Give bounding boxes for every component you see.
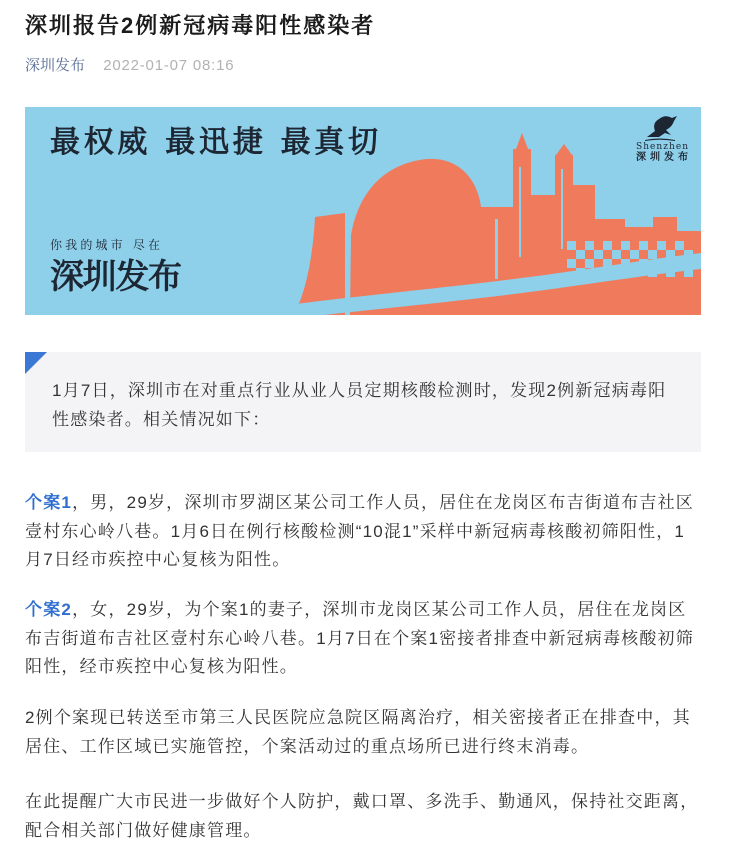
checker-square xyxy=(585,259,594,268)
checker-square xyxy=(639,241,648,250)
checker-square xyxy=(594,250,603,259)
checker-square xyxy=(621,241,630,250)
logo-cn-text: 深圳发布 xyxy=(636,152,688,163)
checker-square xyxy=(657,241,666,250)
case-paragraph-2 xyxy=(25,596,701,682)
case-text: ，女，29岁，为个案1的妻子，深圳市龙岗区某公司工作人员，居住在龙岗区布吉街道布吉社区壹村东心岭八巷。1月7日在个案1密接者排查中新冠病毒核酸初筛阳性，经市疾控中心复核为阳性。 xyxy=(25,600,694,676)
case-paragraph-1 xyxy=(25,489,701,575)
checker-square xyxy=(612,250,621,259)
banner-image xyxy=(25,107,701,315)
banner-tagline: 你我的城市 尽在 xyxy=(50,238,160,252)
checker-square xyxy=(585,241,594,250)
article-title: 深圳报告2例新冠病毒阳性感染者 xyxy=(25,13,376,38)
checker-square xyxy=(567,241,576,250)
corner-triangle-icon xyxy=(25,352,47,374)
case-text: ，男，29岁，深圳市罗湖区某公司工作人员，居住在龙岗区布吉街道布吉社区壹村东心岭八巷。1月6日在例行核酸检测“10混1”采样中新冠病毒核酸初筛阳性，1月7日经市疾控中心复核为阳性。 xyxy=(25,493,694,569)
reminder-paragraph: 在此提醒广大市民进一步做好个人防护，戴口罩、多洗手、勤通风，保持社交距离，配合相关部门做好健康管理。 xyxy=(25,792,699,840)
checker-square xyxy=(630,250,639,259)
banner-slogan: 最权威 最迅捷 最真切 xyxy=(50,125,378,160)
account-name-link[interactable]: 深圳发布 xyxy=(25,57,86,74)
summary-box xyxy=(25,352,701,452)
summary-text: 1月7日，深圳市在对重点行业从业人员定期核酸检测时，发现2例新冠病毒阳性感染者。相关情况如下： xyxy=(52,381,667,429)
checker-square xyxy=(567,259,576,268)
checker-square xyxy=(648,250,657,259)
banner-brand: 深圳发布 xyxy=(50,257,182,297)
case-label: 个案1 xyxy=(25,493,73,512)
treatment-paragraph: 2例个案现已转送至市第三人民医院应急院区隔离治疗，相关密接者正在排查中，其居住、工作区域已实施管控，个案活动过的重点场所已进行终末消毒。 xyxy=(25,708,691,756)
checker-square xyxy=(675,241,684,250)
publish-time: 2022-01-07 08:16 xyxy=(103,57,235,74)
logo-latin-text: Shenzhen xyxy=(636,142,688,152)
checker-square xyxy=(576,250,585,259)
checker-square xyxy=(603,241,612,250)
article-meta xyxy=(25,55,234,77)
case-label: 个案2 xyxy=(25,600,73,619)
